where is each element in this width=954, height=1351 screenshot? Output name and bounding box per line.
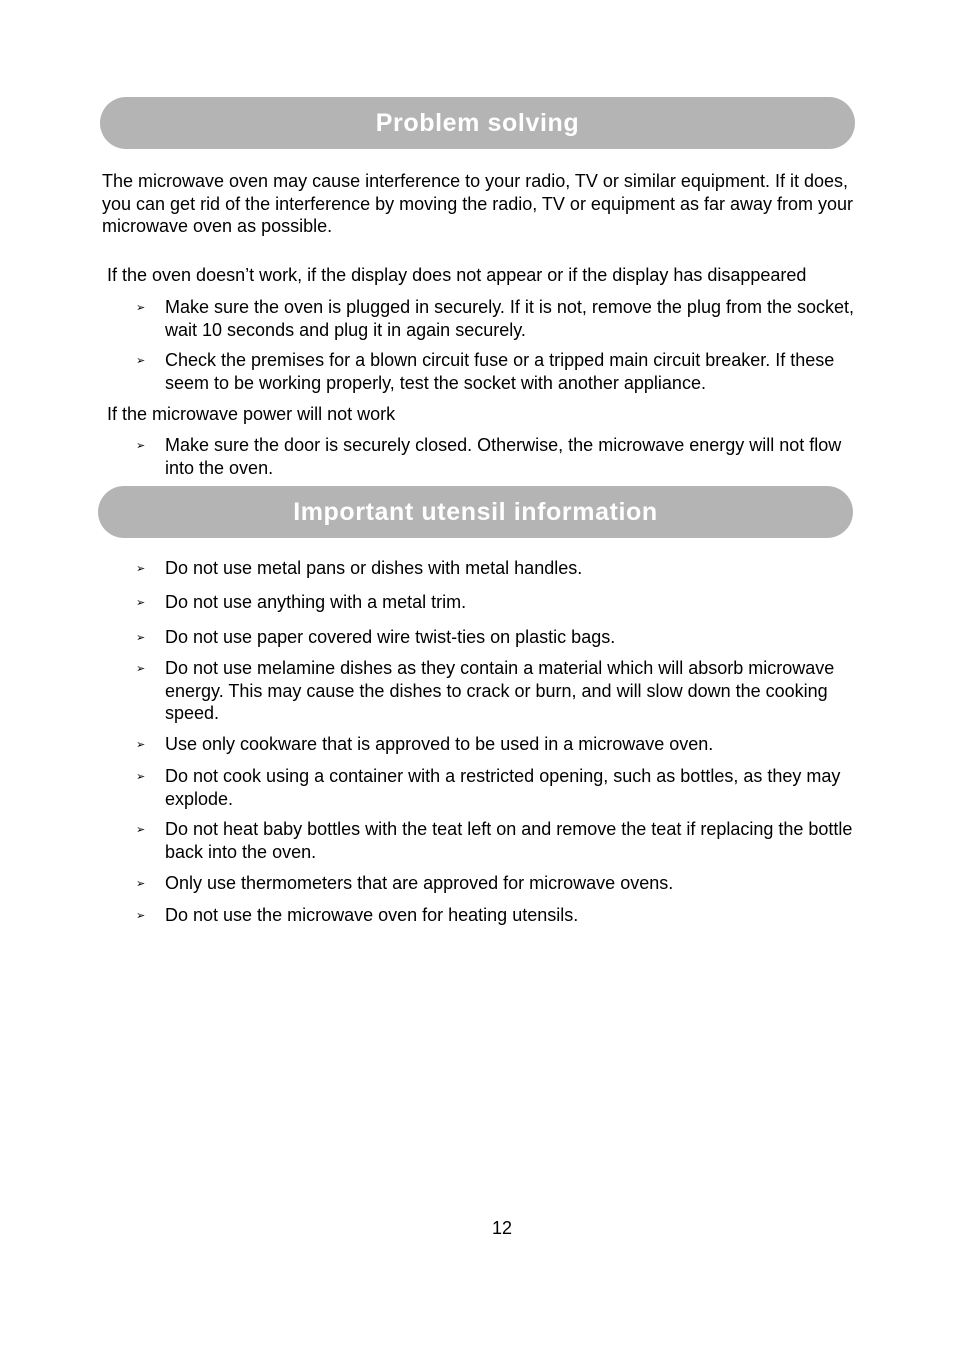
page-number: 12 [491, 1218, 513, 1238]
arrow-bullet-icon: ➢ [136, 770, 146, 783]
list-item-text: Do not cook using a container with a restricted opening, such as bottles, as they may explode. [165, 766, 841, 809]
list-item [136, 872, 856, 895]
arrow-bullet-icon: ➢ [136, 738, 146, 751]
arrow-bullet-icon: ➢ [136, 439, 146, 452]
list-item [136, 296, 856, 341]
section-header-utensil-info [98, 486, 853, 538]
condition-heading-no-power: If the microwave power will not work [107, 404, 396, 424]
arrow-bullet-icon: ➢ [136, 354, 146, 367]
list-item-text: Do not use the microwave oven for heating utensils. [165, 905, 579, 925]
list-item-text: Only use thermometers that are approved for microwave ovens. [165, 873, 674, 893]
list-item [136, 657, 856, 725]
list-item-text: Check the premises for a blown circuit fuse or a tripped main circuit breaker. If these seem to be working properly, test the socket with another appliance. [165, 350, 835, 393]
list-item-text: Do not use anything with a metal trim. [165, 592, 467, 612]
arrow-bullet-icon: ➢ [136, 823, 146, 836]
list-item [136, 904, 856, 927]
arrow-bullet-icon: ➢ [136, 562, 146, 575]
list-item [136, 349, 856, 394]
list-item-text: Do not use melamine dishes as they contain a material which will absorb microwave energy. This may cause the dishes to crack or burn, and will slow down the cooking speed. [165, 658, 835, 723]
list-item-text: Make sure the door is securely closed. Otherwise, the microwave energy will not flow into the oven. [165, 435, 842, 478]
list-item-text: Use only cookware that is approved to be used in a microwave oven. [165, 734, 714, 754]
list-item [136, 557, 856, 580]
arrow-bullet-icon: ➢ [136, 301, 146, 314]
arrow-bullet-icon: ➢ [136, 596, 146, 609]
arrow-bullet-icon: ➢ [136, 662, 146, 675]
list-item-text: Make sure the oven is plugged in securely. If it is not, remove the plug from the socket, wait 10 seconds and plug it in again securely. [165, 297, 855, 340]
list-item-text: Do not heat baby bottles with the teat left on and remove the teat if replacing the bottle back into the oven. [165, 819, 853, 862]
list-item-text: Do not use metal pans or dishes with metal handles. [165, 558, 583, 578]
condition-heading-no-display: If the oven doesn’t work, if the display does not appear or if the display has disappeared [107, 265, 807, 285]
section-title: Problem solving [375, 108, 580, 137]
list-item [136, 733, 856, 756]
list-item [136, 818, 856, 863]
list-item [136, 765, 856, 810]
list-item [136, 591, 856, 614]
section-title: Important utensil information [293, 497, 658, 526]
intro-paragraph: The microwave oven may cause interference to your radio, TV or similar equipment. If it does, you can get rid of the interference by moving the radio, TV or equipment as far away from your microwave oven as possible. [102, 171, 854, 236]
arrow-bullet-icon: ➢ [136, 631, 146, 644]
arrow-bullet-icon: ➢ [136, 909, 146, 922]
list-item [136, 626, 856, 649]
list-item-text: Do not use paper covered wire twist-ties on plastic bags. [165, 627, 616, 647]
list-item [136, 434, 856, 479]
section-header-problem-solving [100, 97, 855, 149]
arrow-bullet-icon: ➢ [136, 877, 146, 890]
